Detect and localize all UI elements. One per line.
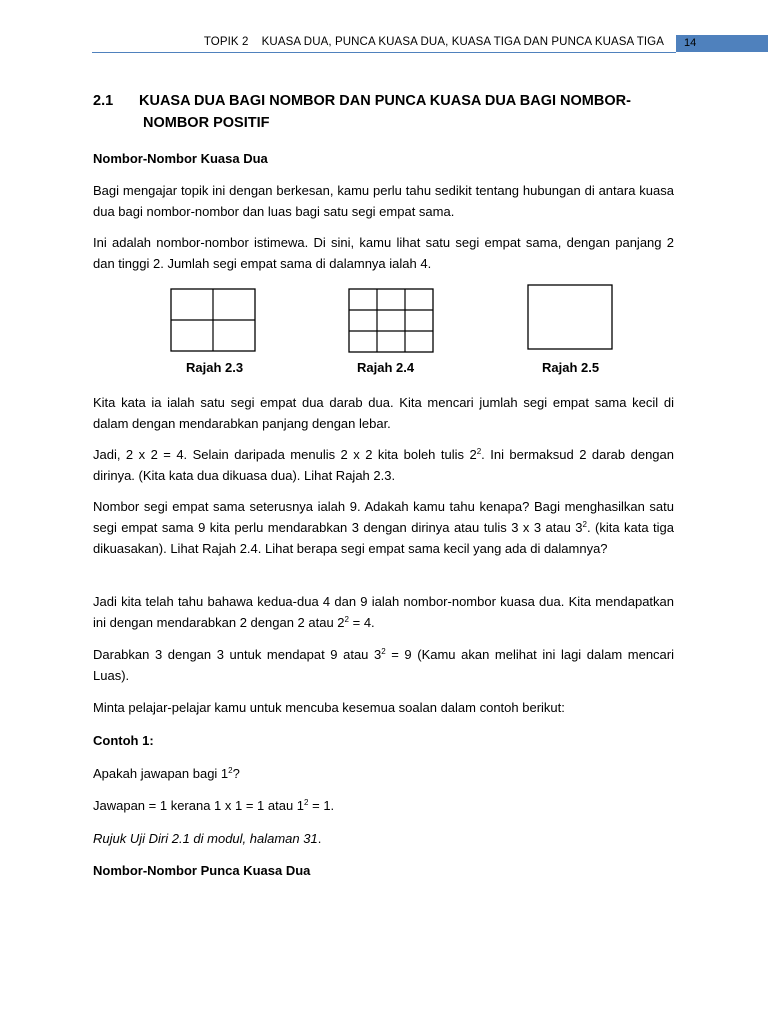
example-answer: Jawapan = 1 kerana 1 x 1 = 1 atau $1^2 = 1$. [93, 798, 335, 813]
running-header-title: TOPIK 2 KUASA DUA, PUNCA KUASA DUA, KUASA TIGA DAN PUNCA KUASA TIGA [203, 36, 664, 48]
figure-2-4-grid [348, 288, 434, 353]
example-heading: Contoh 1: [93, 733, 154, 748]
paragraph-3: Kita kata ia ialah satu segi empat dua darab dua. Kita mencari jumlah segi empat sama kecil di dalam dengan mendarabkan panjang dengan lebar. [93, 395, 674, 431]
paragraph-4: Jadi, 2 x 2 = 4. Selain daripada menulis 2 x 2 kita boleh tulis $2^2$. Ini bermaksud 2 darab dengan dirinya. (Kita kata dua dikuasa dua). Lihat Rajah 2.3. [93, 447, 674, 483]
caption-rajah-2-5: Rajah 2.5 [542, 360, 600, 375]
example-question: Apakah jawapan bagi $1^2$? [93, 766, 240, 781]
header-rule [92, 52, 676, 53]
section-title-line1: KUASA DUA BAGI NOMBOR DAN PUNCA KUASA DUA BAGI NOMBOR- [139, 93, 631, 109]
subheading-punca-kuasa-dua: Nombor-Nombor Punca Kuasa Dua [93, 863, 311, 878]
caption-rajah-2-3: Rajah 2.3 [186, 360, 244, 375]
paragraph-1: Bagi mengajar topik ini dengan berkesan, kamu perlu tahu sedikit tentang hubungan di antara kuasa dua bagi nombor-nombor dan luas bagi satu segi empat sama. [93, 183, 674, 219]
module-reference: Rujuk Uji Diri 2.1 di modul, halaman 31. [93, 831, 322, 846]
caption-rajah-2-4: Rajah 2.4 [357, 360, 415, 375]
subheading-kuasa-dua: Nombor-Nombor Kuasa Dua [93, 151, 268, 166]
paragraph-5: Nombor segi empat sama seterusnya ialah 9. Adakah kamu tahu kenapa? Bagi menghasilkan satu segi empat sama 9 kita perlu mendarabkan 3 dengan dirinya atau tulis 3 x 3 atau $3^2$. (kita kata tiga dikuasakan). Lihat Rajah 2.4. Lihat berapa segi empat sama kecil yang ada di dalamnya? [93, 499, 674, 556]
page-number-badge: 14 [676, 35, 768, 52]
paragraph-8: Minta pelajar-pelajar kamu untuk mencuba kesemua soalan dalam contoh berikut: [93, 700, 565, 715]
section-number: 2.1 [93, 93, 114, 109]
section-heading [93, 90, 693, 134]
figure-2-5-square [527, 284, 613, 350]
figure-2-3-grid [170, 288, 256, 352]
paragraph-2: Ini adalah nombor-nombor istimewa. Di sini, kamu lihat satu segi empat sama, dengan panjang 2 dan tinggi 2. Jumlah segi empat sama di dalamnya ialah 4. [93, 235, 674, 271]
section-title-line2: NOMBOR POSITIF [143, 115, 270, 131]
paragraph-7: Darabkan 3 dengan 3 untuk mendapat 9 atau $3^2 = 9$ (Kamu akan melihat ini lagi dalam mencari Luas). [93, 647, 674, 683]
paragraph-6: Jadi kita telah tahu bahawa kedua-dua 4 dan 9 ialah nombor-nombor kuasa dua. Kita mendapatkan ini dengan mendarabkan 2 dengan 2 atau $2^2 = 4$. [93, 594, 674, 630]
